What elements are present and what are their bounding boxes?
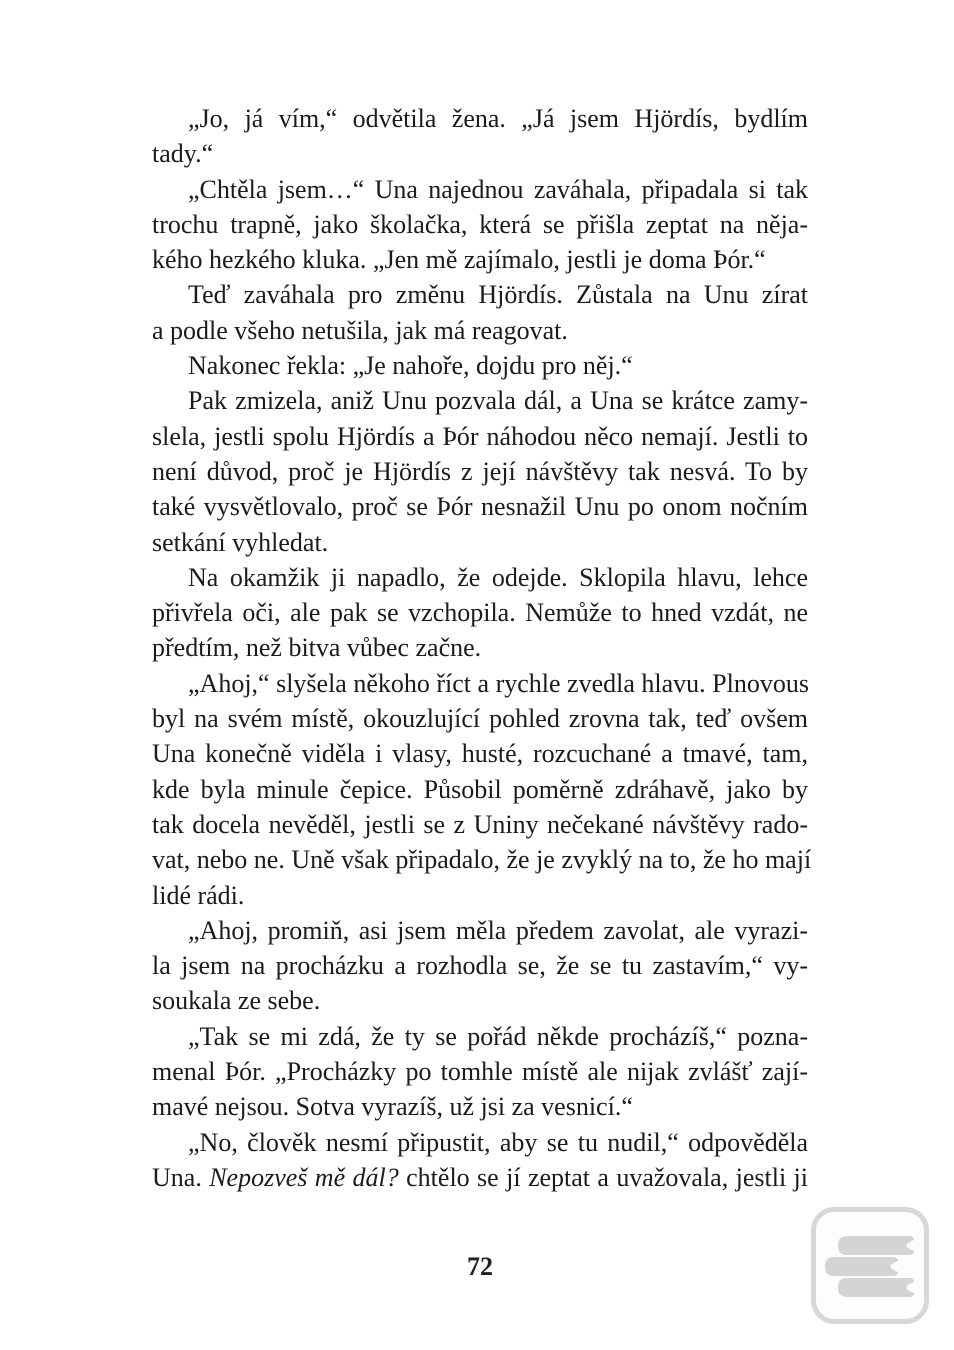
- text-segment: Nakonec řekla: „Je nahoře, dojdu pro něj.“: [188, 351, 633, 381]
- text-segment: setkání vyhledat.: [152, 527, 329, 557]
- text-segment: přivřela oči, ale pak se vzchopila. Nemůže to hned vzdát, ne: [152, 598, 808, 628]
- publisher-watermark: [811, 1207, 929, 1324]
- text-segment: tady.“: [152, 139, 214, 169]
- text-line: [152, 878, 808, 913]
- text-line: [152, 913, 808, 948]
- text-line: [152, 1160, 808, 1195]
- text-segment: předtím, než bitva vůbec začne.: [152, 633, 482, 663]
- text-line: [152, 736, 808, 771]
- page-number: 72: [467, 1252, 493, 1281]
- text-line: [152, 666, 808, 701]
- text-line: [152, 277, 808, 312]
- text-line: [152, 1089, 808, 1124]
- text-segment: trochu trapně, jako školačka, která se přišla zeptat na něja-: [152, 209, 808, 239]
- text-segment: vat, nebo ne. Uně však připadalo, že je zvyklý na to, že ho mají: [152, 845, 812, 875]
- book-spine-top: [838, 1236, 914, 1255]
- text-segment: la jsem na procházku a rozhodla se, že se tu zastavím,“ vy-: [152, 951, 808, 981]
- text-line: [152, 313, 808, 348]
- text-segment: „Ahoj,“ slyšela někoho říct a rychle zvedla hlavu. Plnovous: [188, 668, 809, 698]
- text-line: [152, 701, 808, 736]
- text-segment: chtělo se jí zeptat a uvažovala, jestli ji: [398, 1162, 808, 1192]
- text-line: [152, 630, 808, 665]
- text-segment: „No, člověk nesmí připustit, aby se tu nudil,“ odpověděla: [188, 1127, 808, 1157]
- text-segment: „Ahoj, promiň, asi jsem měla předem zavolat, ale vyrazi-: [188, 915, 808, 945]
- book-spine-bottom: [838, 1278, 914, 1297]
- text-line: [152, 1019, 808, 1054]
- text-line: [152, 842, 812, 877]
- text-line: [152, 454, 808, 489]
- books-stack-icon: [811, 1207, 929, 1324]
- italic-text-segment: Nepozveš mě dál?: [209, 1162, 399, 1192]
- text-line: [152, 807, 808, 842]
- text-segment: kého hezkého kluka. „Jen mě zajímalo, jestli je doma Þór.“: [152, 245, 766, 275]
- text-segment: Una konečně viděla i vlasy, husté, rozcuchané a tmavé, tam,: [152, 739, 808, 769]
- text-segment: není důvod, proč je Hjördís z její návštěvy tak nesvá. To by: [152, 456, 808, 486]
- text-line: [152, 983, 808, 1018]
- text-segment: tak docela nevěděl, jestli se z Uniny nečekané návštěvy rado-: [152, 809, 808, 839]
- text-segment: „Tak se mi zdá, že ty se pořád někde procházíš,“ pozna-: [188, 1021, 808, 1051]
- text-segment: soukala ze sebe.: [152, 986, 321, 1016]
- text-segment: kde byla minule čepice. Působil poměrně zdráhavě, jako by: [152, 774, 808, 804]
- text-segment: a podle všeho netušila, jak má reagovat.: [152, 315, 568, 345]
- text-line: [152, 136, 808, 171]
- text-line: [152, 595, 808, 630]
- text-line: [152, 419, 808, 454]
- text-line: [152, 1125, 808, 1160]
- text-segment: Una.: [152, 1162, 210, 1192]
- text-line: [152, 525, 808, 560]
- text-segment: Teď zaváhala pro změnu Hjördís. Zůstala na Unu zírat: [188, 280, 808, 310]
- text-segment: lidé rádi.: [152, 880, 245, 910]
- text-line: [152, 560, 808, 595]
- text-line: [152, 1054, 808, 1089]
- text-segment: mavé nejsou. Sotva vyrazíš, už jsi za vesnicí.“: [152, 1092, 633, 1122]
- text-line: [152, 207, 808, 242]
- text-line: [152, 948, 808, 983]
- text-line: [152, 101, 808, 136]
- book-spine-middle: [825, 1257, 898, 1276]
- text-segment: Pak zmizela, aniž Unu pozvala dál, a Una se krátce zamy-: [188, 386, 808, 416]
- text-segment: menal Þór. „Procházky po tomhle místě ale nijak zvlášť zají-: [152, 1057, 808, 1087]
- text-segment: Na okamžik ji napadlo, že odejde. Sklopila hlavu, lehce: [188, 562, 808, 592]
- text-block: [152, 101, 812, 1195]
- text-line: [152, 242, 808, 277]
- text-segment: byl na svém místě, okouzlující pohled zrovna tak, teď ovšem: [152, 704, 808, 734]
- text-segment: „Jo, já vím,“ odvětila žena. „Já jsem Hjördís, bydlím: [188, 104, 808, 133]
- text-segment: slela, jestli spolu Hjördís a Þór náhodou něco nemají. Jestli to: [152, 421, 808, 451]
- text-segment: „Chtěla jsem…“ Una najednou zaváhala, připadala si tak: [188, 174, 808, 204]
- text-line: [152, 772, 808, 807]
- text-segment: také vysvětlovalo, proč se Þór nesnažil Unu po onom nočním: [152, 492, 808, 522]
- text-line: [152, 489, 808, 524]
- text-line: [152, 348, 808, 383]
- text-line: [152, 383, 808, 418]
- text-line: [152, 172, 808, 207]
